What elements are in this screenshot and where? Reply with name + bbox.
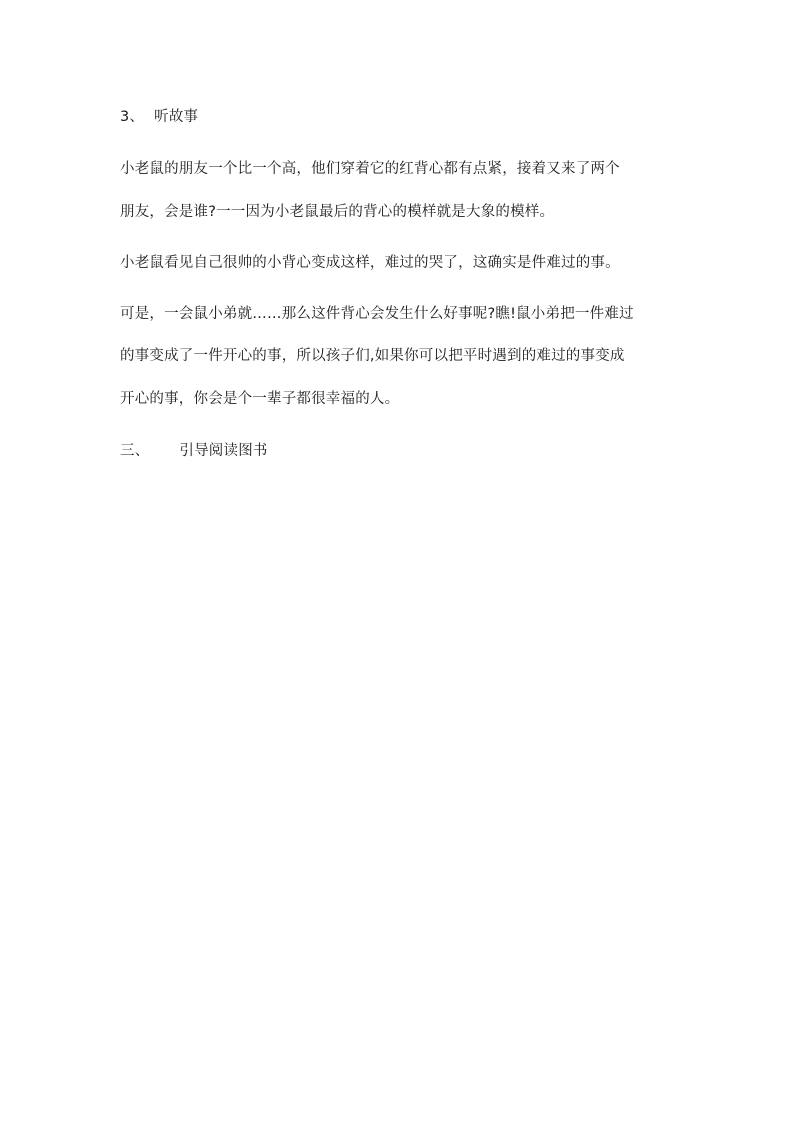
section-title: 引导阅读图书 <box>179 443 268 459</box>
subheading-number: 3、 <box>120 109 145 125</box>
subheading <box>120 107 198 127</box>
section-number: 三、 <box>120 443 150 459</box>
paragraph-3-line-2: 的事变成了一件开心的事，所以孩子们,如果你可以把平时遇到的难过的事变成 <box>120 348 625 364</box>
section-heading <box>120 441 268 461</box>
paragraph-3-line-3: 开心的事，你会是个一辈子都很幸福的人。 <box>120 391 400 407</box>
paragraph-2-line-1: 小老鼠看见自己很帅的小背心变成这样，难过的哭了，这确实是件难过的事。 <box>120 255 620 271</box>
subheading-title: 听故事 <box>154 109 199 125</box>
paragraph-1-line-1: 小老鼠的朋友一个比一个高，他们穿着它的红背心都有点紧，接着又来了两个 <box>120 161 620 177</box>
paragraph-1-line-2: 朋友，会是谁?一一因为小老鼠最后的背心的模样就是大象的模样。 <box>120 204 555 220</box>
paragraph-3-line-1: 可是，一会鼠小弟就……那么这件背心会发生什么好事呢?瞧!鼠小弟把一件难过 <box>120 306 634 322</box>
